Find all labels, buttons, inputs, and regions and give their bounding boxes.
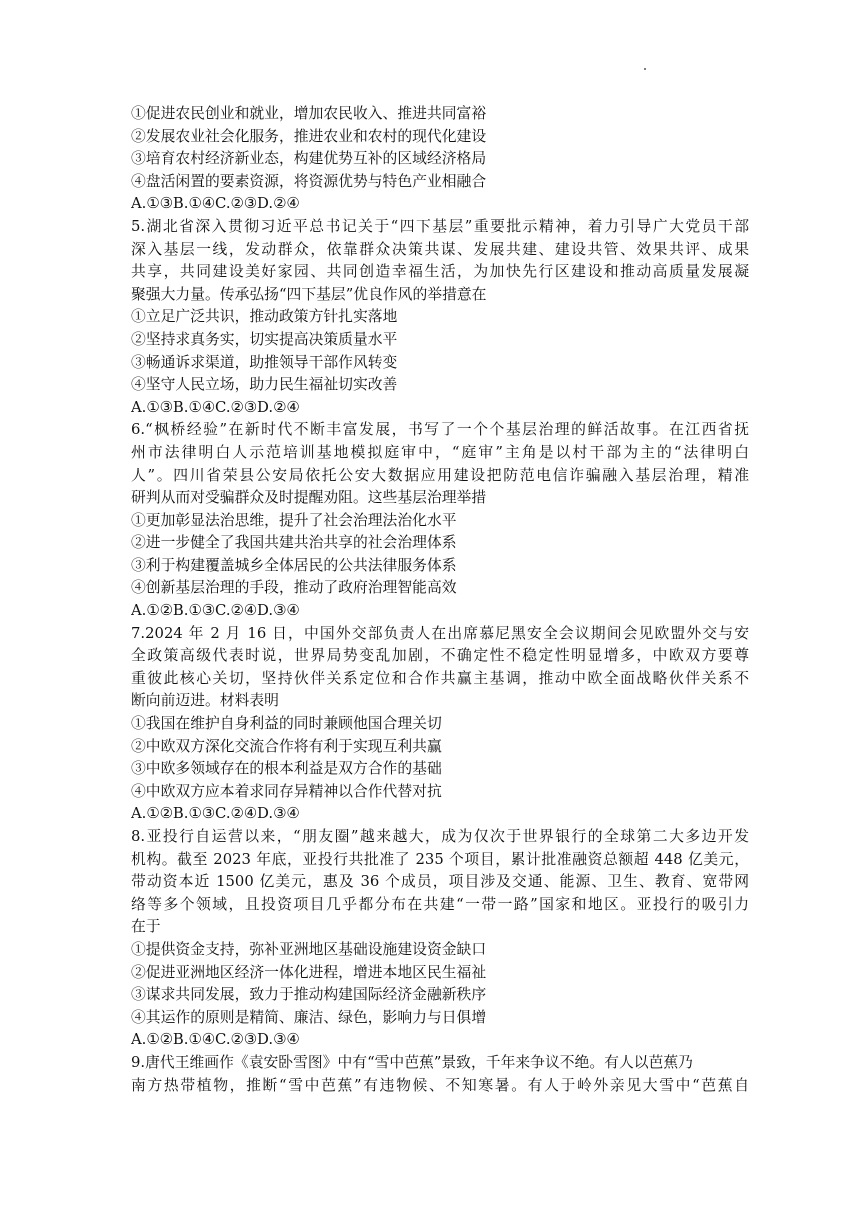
text-line: ④创新基层治理的手段，推动了政府治理智能高效 — [131, 579, 457, 597]
text-line: 南方热带植物，推断“雪中芭蕉”有违物候、不知寒暑。有人于岭外亲见大雪中“芭蕉自 — [131, 1076, 749, 1094]
text-line: A.①②B.①③C.②④D.③④ — [131, 602, 300, 620]
text-line: 研判从而对受骗群众及时提醒劝阻。这些基层治理举措 — [131, 489, 487, 507]
text-line: ③谋求共同发展，致力于推动构建国际经济金融新秩序 — [131, 986, 487, 1004]
text-line: ②中欧双方深化交流合作将有利于实现互利共赢 — [131, 737, 442, 755]
text-line: ①更加彰显法治思维，提升了社会治理法治化水平 — [131, 511, 457, 529]
text-line: ①提供资金支持，弥补亚洲地区基础设施建设资金缺口 — [131, 940, 487, 958]
text-line: ④其运作的原则是精简、廉洁、绿色，影响力与日俱增 — [131, 1008, 487, 1026]
text-line: ①立足广泛共识，推动政策方针扎实落地 — [131, 308, 398, 326]
text-line: 机构。截至 2023 年底，亚投行共批准了 235 个项目，累计批准融资总额超 448 亿美元， — [131, 850, 749, 868]
text-line: ②发展农业社会化服务，推进农业和农村的现代化建设 — [131, 127, 487, 145]
text-line: A.①②B.①③C.②④D.③④ — [131, 805, 300, 823]
text-line: 州市法律明白人示范培训基地模拟庭审中，“庭审”主角是以村干部为主的“法律明白 — [131, 443, 749, 461]
text-line: 深入基层一线，发动群众，依靠群众决策共谋、发展共建、建设共管、效果共评、成果 — [131, 240, 749, 258]
text-line: ③培育农村经济新业态，构建优势互补的区域经济格局 — [131, 150, 487, 168]
text-line: 带动资本近 1500 亿美元，惠及 36 个成员，项目涉及交通、能源、卫生、教育、宽带网 — [131, 873, 749, 891]
text-line: 6.“枫桥经验”在新时代不断丰富发展，书写了一个个基层治理的鲜活故事。在江西省抚 — [131, 421, 749, 439]
text-line: 人”。四川省荣县公安局依托公安大数据应用建设把防范电信诈骗融入基层治理，精准 — [131, 466, 749, 484]
text-line: ④中欧双方应本着求同存异精神以合作代替对抗 — [131, 782, 442, 800]
text-line: 9.唐代王维画作《袁安卧雪图》中有“雪中芭蕉”景致，千年来争议不绝。有人以芭蕉乃 — [131, 1053, 693, 1071]
text-line: 全政策高级代表时说，世界局势变乱加剧，不确定性不稳定性明显增多，中欧双方要尊 — [131, 647, 749, 665]
text-line: ①我国在维护自身利益的同时兼顾他国合理关切 — [131, 715, 442, 733]
text-line: ②促进亚洲地区经济一体化进程，增进本地区民生福祉 — [131, 963, 487, 981]
text-line: ③中欧多领域存在的根本利益是双方合作的基础 — [131, 760, 442, 778]
text-line: ②坚持求真务实，切实提高决策质量水平 — [131, 330, 398, 348]
text-line: A.①③B.①④C.②③D.②④ — [131, 398, 300, 416]
text-line: ④坚守人民立场，助力民生福祉切实改善 — [131, 376, 398, 394]
text-line: 络等多个领域，且投资项目几乎都分布在共建“一带一路”国家和地区。亚投行的吸引力 — [131, 895, 749, 913]
text-line: 断向前迈进。材料表明 — [131, 692, 279, 710]
text-line: 重彼此核心关切，坚持伙伴关系定位和合作共赢主基调，推动中欧全面战略伙伴关系不 — [131, 669, 749, 687]
text-line: ③利于构建覆盖城乡全体居民的公共法律服务体系 — [131, 556, 457, 574]
text-line: 聚强大力量。传承弘扬“四下基层”优良作风的举措意在 — [131, 285, 487, 303]
text-line: 7.2024 年 2 月 16 日，中国外交部负责人在出席慕尼黑安全会议期间会见欧盟外交与安 — [131, 624, 749, 642]
text-line: ①促进农民创业和就业，增加农民收入、推进共同富裕 — [131, 105, 487, 122]
text-line: 5.湖北省深入贯彻习近平总书记关于“四下基层”重要批示精神，着力引导广大党员干部 — [131, 217, 749, 235]
text-line: ④盘活闲置的要素资源，将资源优势与特色产业相融合 — [131, 172, 487, 190]
text-line: ②进一步健全了我国共建共治共享的社会治理体系 — [131, 534, 457, 552]
text-line: A.①②B.①④C.②③D.③④ — [131, 1031, 300, 1049]
text-line: 8.亚投行自运营以来，“朋友圈”越来越大，成为仅次于世界银行的全球第二大多边开发 — [131, 828, 749, 845]
text-line: A.①③B.①④C.②③D.②④ — [131, 195, 300, 213]
text-line: 共享，共同建设美好家园、共同创造幸福生活，为加快先行区建设和推动高质量发展凝 — [131, 263, 749, 281]
exam-text — [131, 103, 749, 1097]
text-line: 在于 — [131, 918, 161, 936]
scan-dot — [644, 68, 646, 70]
text-line: ③畅通诉求渠道，助推领导干部作风转变 — [131, 353, 398, 371]
